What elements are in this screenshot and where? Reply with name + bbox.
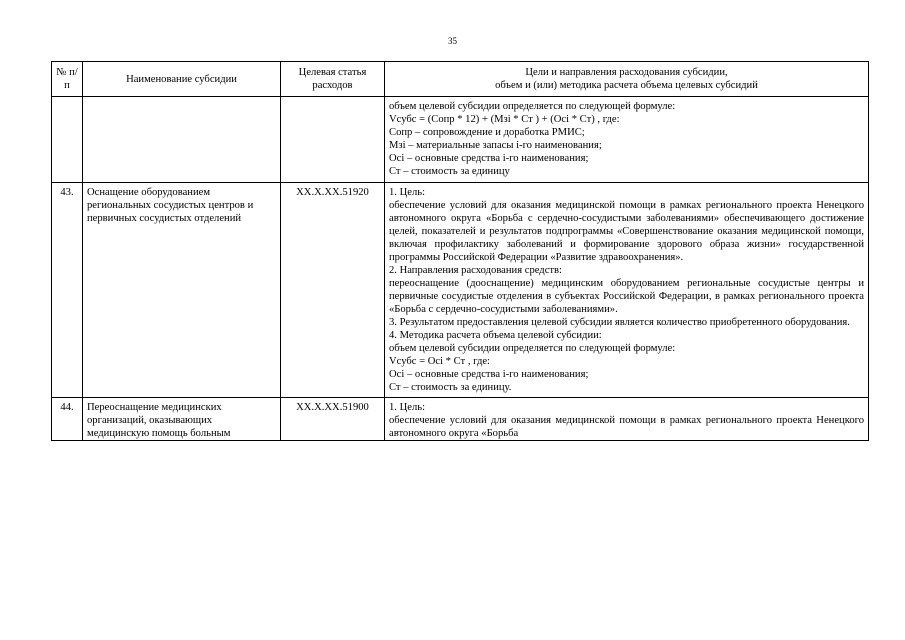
row-desc (385, 398, 869, 441)
desc-line: Осi – основные средства i-го наименования; (389, 369, 589, 380)
desc-line: Осi – основные средства i-го наименования; (389, 153, 589, 164)
desc-paragraph: обеспечение условий для оказания медицинской помощи в рамках регионального проекта Ненецкого автономного округа «Борьба (389, 415, 864, 439)
row-num: 43. (52, 183, 83, 398)
row-code: ХХ.Х.ХХ.51920 (281, 183, 385, 398)
header-desc-line-1: Цели и направления расходования субсидии, (525, 67, 728, 78)
desc-paragraph: обеспечение условий для оказания медицинской помощи в рамках регионального проекта Ненецкого автономного округа «Борьба с сердечно-сосудистыми заболеваниями» обеспечивающего достижение целей, показателей и результатов подпрограммы «Совершенствование оказания медицинской помощи, включая профилактику заболеваний и формирование здорового образа жизни» государственной программы Российской Федерации «Развитие здравоохранения». (389, 200, 864, 263)
desc-line: 1. Цель: (389, 402, 426, 413)
header-num: № п/п (52, 62, 83, 97)
desc-line: объем целевой субсидии определяется по следующей формуле: (389, 343, 676, 354)
table-row (52, 398, 869, 441)
row-name: Переоснащение медицинских организаций, оказывающих медицинскую помощь больным (83, 398, 281, 441)
row-desc (385, 183, 869, 398)
desc-line: Мзi – материальные запасы i-го наименования; (389, 140, 602, 151)
desc-line: 4. Методика расчета объема целевой субсидии: (389, 330, 602, 341)
desc-line: Vсубс = (Сопр * 12) + (Мзi * Ст ) + (Осi * Ст) , где: (389, 114, 620, 125)
desc-line: Ст – стоимость за единицу (389, 166, 510, 177)
row-num: 44. (52, 398, 83, 441)
desc-line: Ст – стоимость за единицу. (389, 382, 512, 393)
row-code (281, 97, 385, 183)
desc-line: 1. Цель: (389, 187, 426, 198)
table-header-row (52, 62, 869, 97)
desc-line: 2. Направления расходования средств: (389, 265, 562, 276)
desc-line: Сопр – сопровождение и доработка РМИС; (389, 127, 585, 138)
header-name: Наименование субсидии (83, 62, 281, 97)
header-desc (385, 62, 869, 97)
desc-line: Vсубс = Осi * Ст , где: (389, 356, 490, 367)
header-code: Целевая статья расходов (281, 62, 385, 97)
row-desc (385, 97, 869, 183)
row-code: ХХ.Х.ХХ.51900 (281, 398, 385, 441)
table-row (52, 97, 869, 183)
row-num (52, 97, 83, 183)
row-name: Оснащение оборудованием региональных сосудистых центров и первичных сосудистых отделений (83, 183, 281, 398)
subsidy-table (51, 61, 869, 441)
desc-paragraph: 3. Результатом предоставления целевой субсидии является количество приобретенного оборудования. (389, 317, 850, 328)
desc-paragraph: переоснащение (дооснащение) медицинским оборудованием региональные сосудистые центры и первичные сосудистые отделения в субъектах Российской Федерации, в рамках регионального проекта «Борьба с сердечно-сосудистыми заболеваниями». (389, 278, 864, 315)
header-desc-line-2: объем и (или) методика расчета объема целевых субсидий (495, 80, 758, 91)
table-row (52, 183, 869, 398)
desc-line: объем целевой субсидии определяется по следующей формуле: (389, 101, 676, 112)
page-number: 35 (448, 36, 457, 46)
row-name (83, 97, 281, 183)
